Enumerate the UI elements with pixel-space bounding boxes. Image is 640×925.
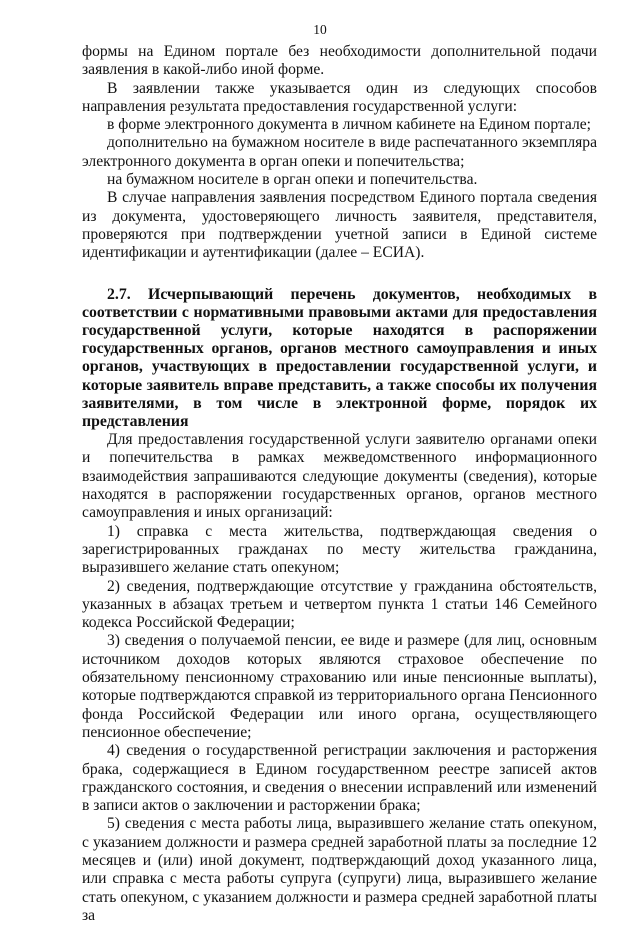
- list-item: 2) сведения, подтверждающие отсутствие у гражданина обстоятельств, указанных в абзацах третьем и четвертом пункта 1 статьи 146 Семейного кодекса Российской Федерации;: [82, 577, 597, 632]
- paragraph: дополнительно на бумажном носителе в виде распечатанного экземпляра электронного документа в орган опеки и попечительства;: [82, 134, 597, 170]
- list-item: 1) справка с места жительства, подтверждающая сведения о зарегистрированных гражданах по месту жительства гражданина, выразившего желание стать опекуном;: [82, 522, 597, 577]
- paragraph: в форме электронного документа в личном кабинете на Едином портале;: [107, 116, 592, 134]
- paragraph: на бумажном носителе в орган опеки и попечительства.: [107, 171, 478, 189]
- list-item: 3) сведения о получаемой пенсии, ее виде и размере (для лиц, основным источником доходов которых являются страховое обеспечение по обязательному пенсионному страхованию или иные пенсионные выплаты), которые подтверждаются справкой из территориального органа Пенсионного фонда Российской Федерации или иного органа, осуществляющего пенсионное обеспечение;: [82, 632, 597, 741]
- section-heading: 2.7. Исчерпывающий перечень документов, необходимых в соответствии с нормативными правовыми актами для предоставления государственной услуги, которые находятся в распоряжении государственных органов, органов местного самоуправления и иных органов, участвующих в предоставлении государственной услуги, и которые заявитель вправе представить, а также способы их получения заявителями, в том числе в электронной форме, порядок их представления: [82, 285, 597, 430]
- paragraph: Для предоставления государственной услуги заявителю органами опеки и попечительства в рамках межведомственного информационного взаимодействия запрашиваются следующие документы (сведения), которые находятся в распоряжении государственных органов, органов местного самоуправления и иных организаций:: [82, 431, 597, 522]
- paragraph: В заявлении также указывается один из следующих способов направления результата предоставления государственной услуги:: [82, 79, 597, 115]
- paragraph: формы на Едином портале без необходимости дополнительной подачи заявления в какой-либо иной форме.: [82, 43, 597, 79]
- document-body: [82, 43, 597, 925]
- list-item: 5) сведения с места работы лица, выразившего желание стать опекуном, с указанием должности и размера средней заработной платы за последние 12 месяцев и (или) иной документ, подтверждающий доход указанного лица, или справка с места работы супруга (супруги) лица, выразившего желание стать опекуном, с указанием должности и размера средней заработной платы за: [82, 815, 597, 924]
- page-number: 10: [313, 22, 327, 37]
- paragraph: В случае направления заявления посредством Единого портала сведения из документа, удостоверяющего личность заявителя, представителя, проверяются при подтверждении учетной записи в Единой системе идентификации и аутентификации (далее – ЕСИА).: [82, 189, 597, 262]
- list-item: 4) сведения о государственной регистрации заключения и расторжения брака, содержащиеся в Едином государственном реестре записей актов гражданского состояния, и сведения о внесении исправлений или изменений в записи актов о заключении и расторжении брака;: [82, 742, 597, 815]
